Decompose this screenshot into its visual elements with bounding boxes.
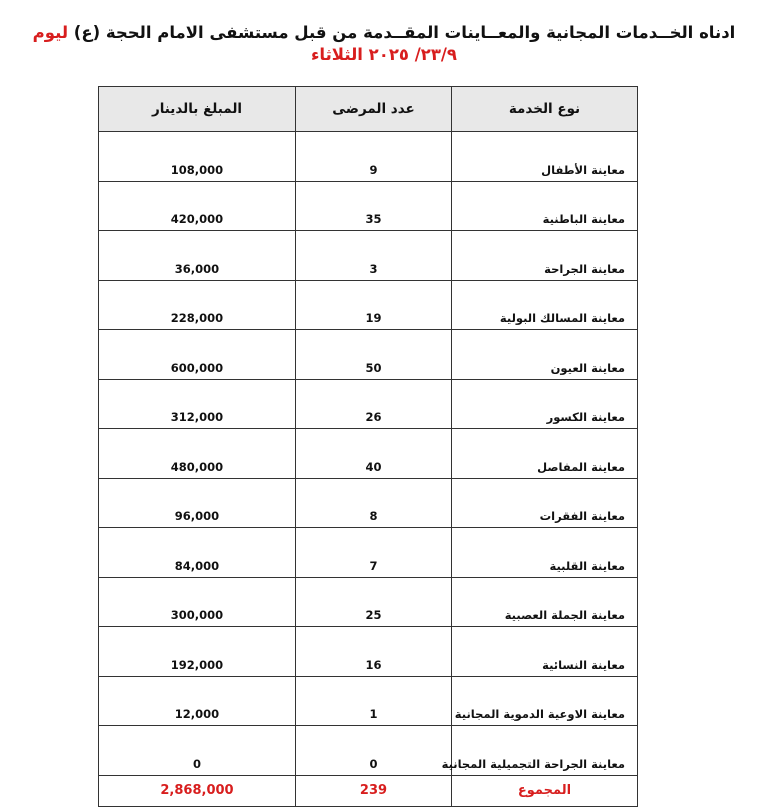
table-row xyxy=(99,330,638,380)
table-row xyxy=(99,676,638,726)
amount-cell: 36,000 xyxy=(99,231,296,281)
service-cell: معاينة العيون xyxy=(452,330,638,380)
table-row xyxy=(99,577,638,627)
heading-date: ٢٣/٩/ ٢٠٢٥ الثلاثاء xyxy=(310,45,457,65)
patient-count-cell: 7 xyxy=(296,528,452,578)
amount-cell: 420,000 xyxy=(99,181,296,231)
patient-count-cell: 35 xyxy=(296,181,452,231)
header-amount: المبلغ بالدينار xyxy=(99,87,296,132)
service-cell: معاينة الجملة العصبية xyxy=(452,577,638,627)
amount-cell: 192,000 xyxy=(99,627,296,677)
table-row xyxy=(99,627,638,677)
service-cell: معاينة الأطفال xyxy=(452,132,638,182)
table-row xyxy=(99,132,638,182)
service-cell: معاينة الاوعية الدموية المجانية xyxy=(452,676,638,726)
amount-cell: 0 xyxy=(99,726,296,776)
patient-count-cell: 3 xyxy=(296,231,452,281)
patient-count-cell: 9 xyxy=(296,132,452,182)
table-row xyxy=(99,478,638,528)
patient-count-cell: 8 xyxy=(296,478,452,528)
amount-cell: 600,000 xyxy=(99,330,296,380)
document-heading xyxy=(20,22,748,67)
table-row xyxy=(99,528,638,578)
amount-cell: 84,000 xyxy=(99,528,296,578)
header-patient-count: عدد المرضى xyxy=(296,87,452,132)
table-row xyxy=(99,181,638,231)
table-body xyxy=(99,132,638,776)
service-cell: معاينة الجراحة xyxy=(452,231,638,281)
table-row xyxy=(99,379,638,429)
patient-count-cell: 25 xyxy=(296,577,452,627)
patient-count-cell: 50 xyxy=(296,330,452,380)
amount-cell: 108,000 xyxy=(99,132,296,182)
amount-cell: 12,000 xyxy=(99,676,296,726)
patient-count-cell: 1 xyxy=(296,676,452,726)
table-row xyxy=(99,429,638,479)
service-cell: معاينة المسالك البولية xyxy=(452,280,638,330)
amount-cell: 96,000 xyxy=(99,478,296,528)
service-cell: معاينة الفقرات xyxy=(452,478,638,528)
table-row xyxy=(99,726,638,776)
total-patients: 239 xyxy=(296,775,452,806)
table-row xyxy=(99,280,638,330)
service-cell: معاينة الباطنية xyxy=(452,181,638,231)
table-row xyxy=(99,231,638,281)
patient-count-cell: 40 xyxy=(296,429,452,479)
service-cell: معاينة القلبية xyxy=(452,528,638,578)
amount-cell: 480,000 xyxy=(99,429,296,479)
service-cell: معاينة الجراحة التجميلية المجانية xyxy=(452,726,638,776)
total-amount: 2,868,000 xyxy=(99,775,296,806)
service-cell: معاينة الكسور xyxy=(452,379,638,429)
amount-cell: 312,000 xyxy=(99,379,296,429)
patient-count-cell: 0 xyxy=(296,726,452,776)
patient-count-cell: 26 xyxy=(296,379,452,429)
heading-title-text: ادناه الخــدمات المجانية والمعــاينات المقــدمة من قبل مستشفى الامام الحجة (ع) xyxy=(73,23,736,42)
amount-cell: 300,000 xyxy=(99,577,296,627)
service-cell: معاينة النسائية xyxy=(452,627,638,677)
patient-count-cell: 19 xyxy=(296,280,452,330)
amount-cell: 228,000 xyxy=(99,280,296,330)
services-table xyxy=(98,86,638,807)
service-cell: معاينة المفاصل xyxy=(452,429,638,479)
patient-count-cell: 16 xyxy=(296,627,452,677)
table-header-row xyxy=(99,87,638,132)
header-service-type: نوع الخدمة xyxy=(452,87,638,132)
table-total-row xyxy=(99,775,638,806)
heading-day-label: ليوم xyxy=(32,23,69,42)
total-label: المجموع xyxy=(452,775,638,806)
heading-line-1 xyxy=(20,22,748,44)
